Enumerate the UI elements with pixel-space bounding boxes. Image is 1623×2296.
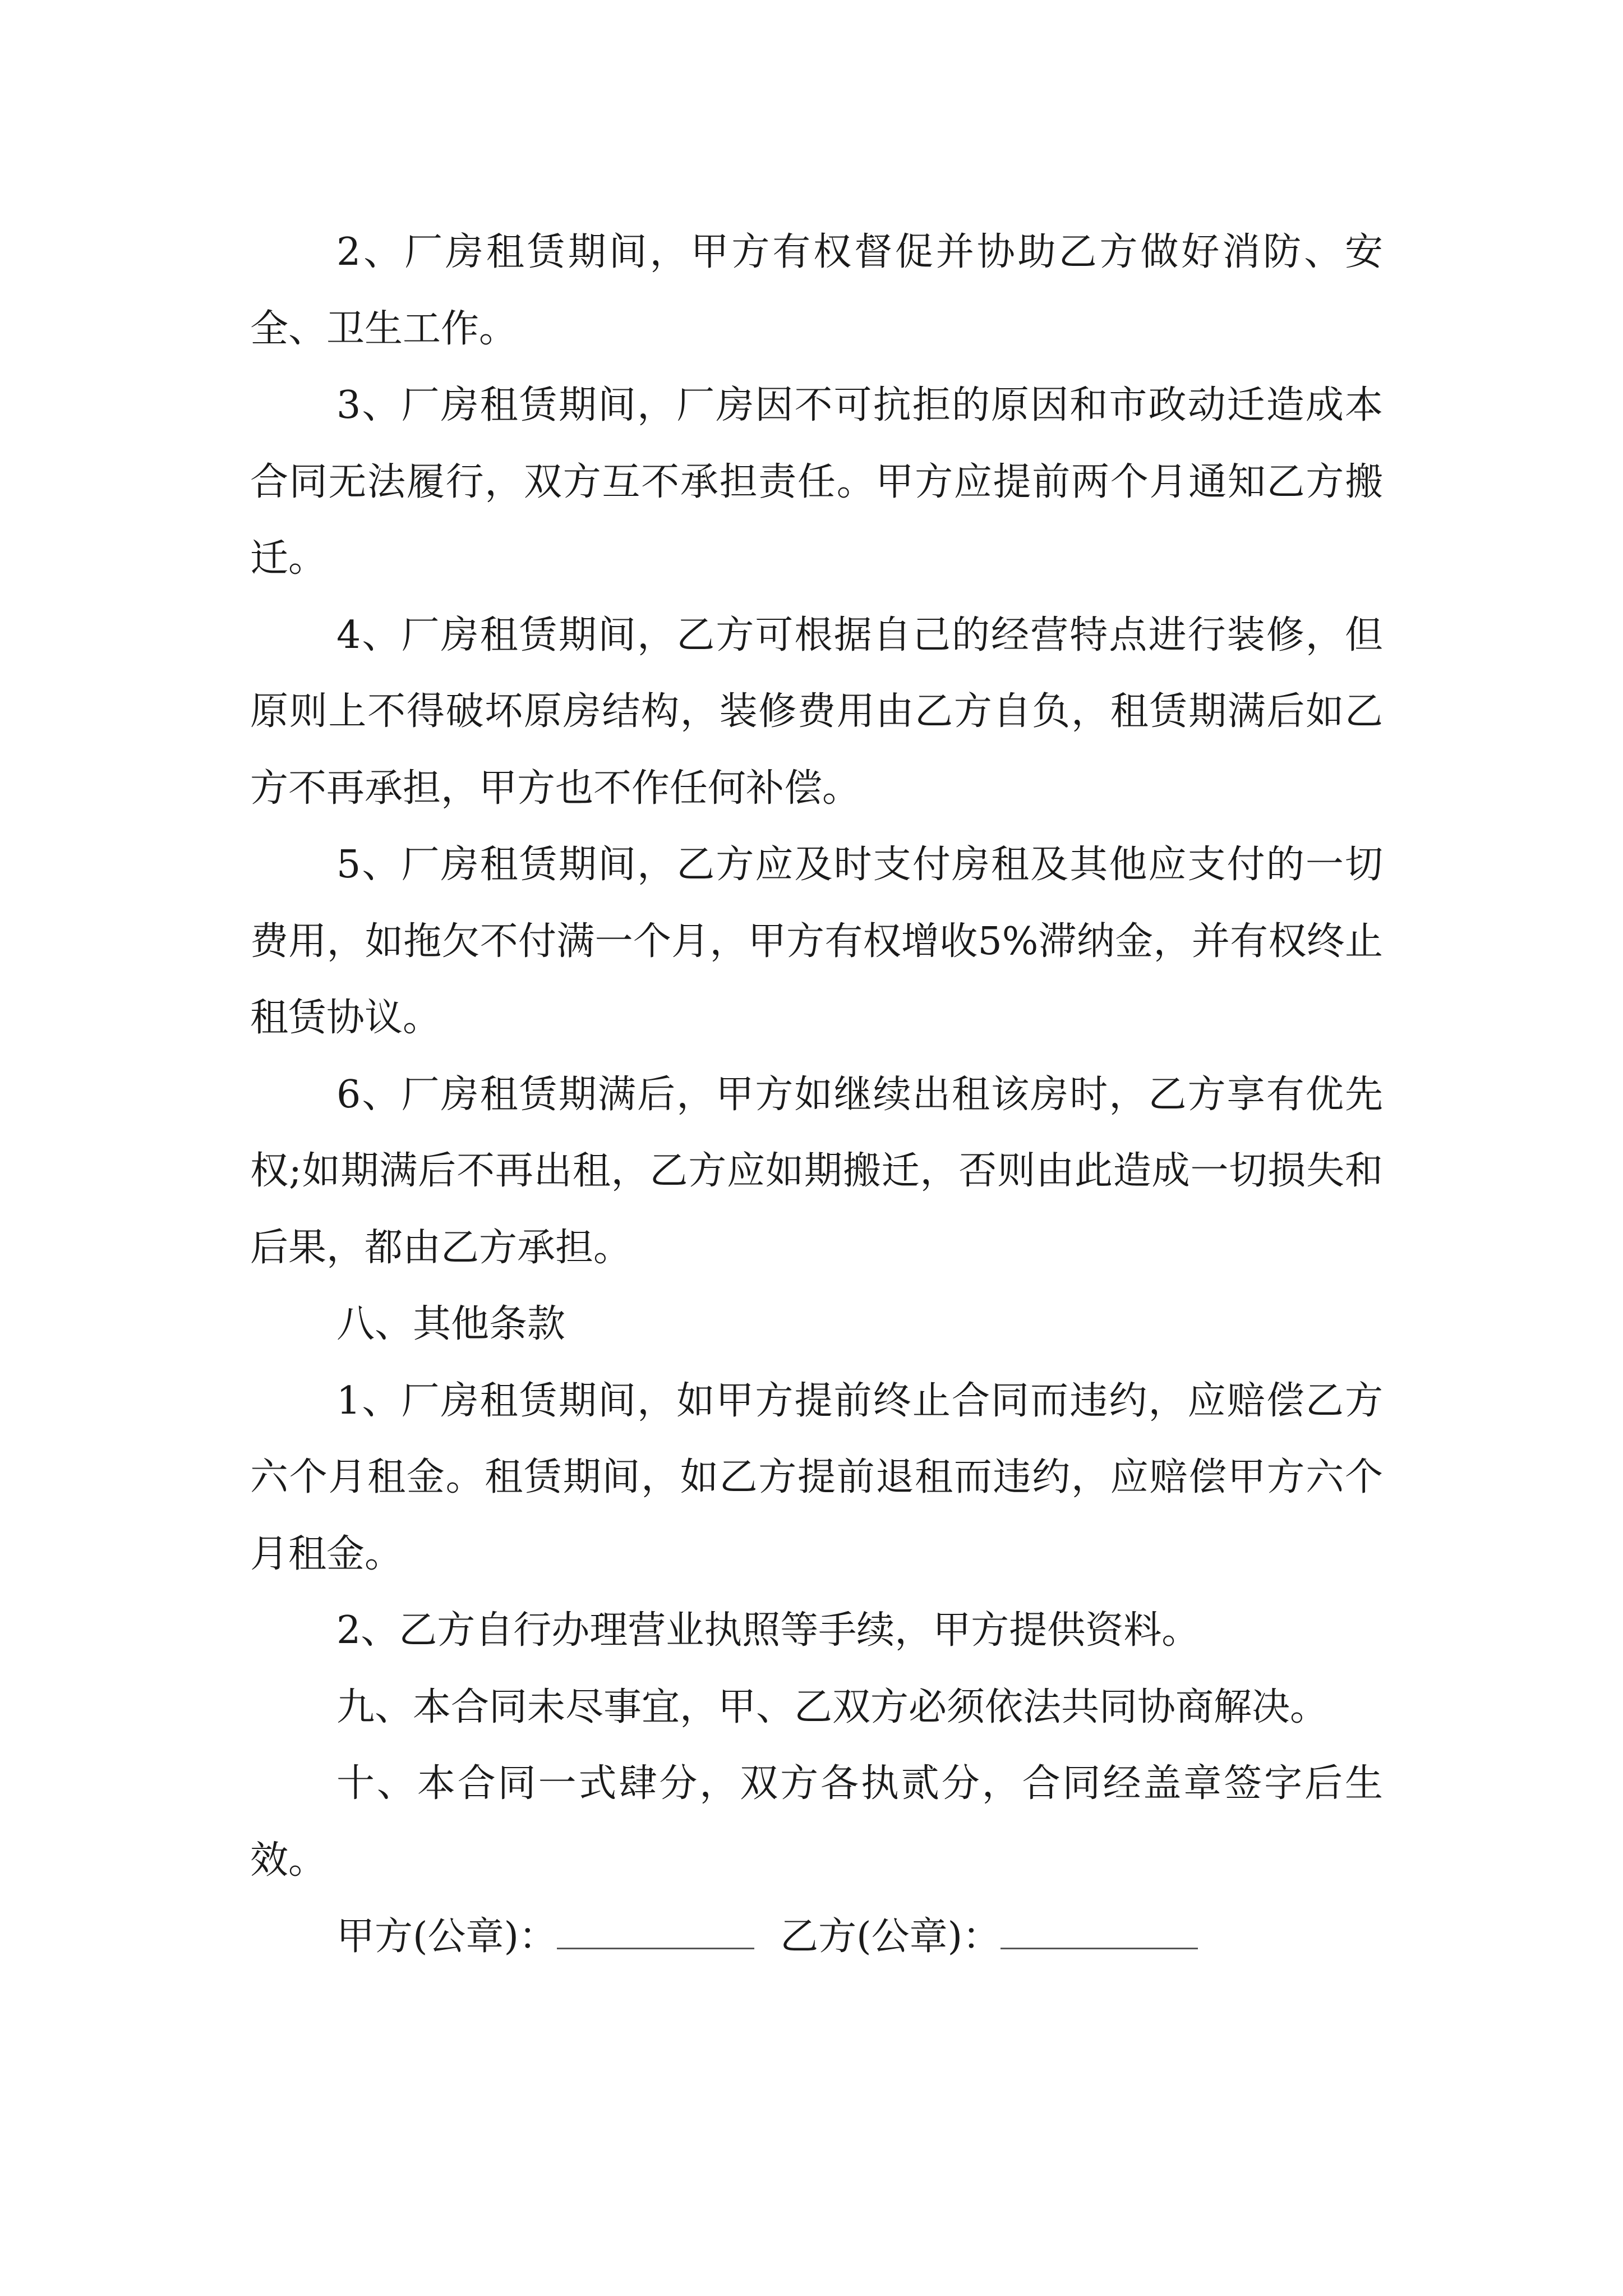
clause-7-2: 2、厂房租赁期间，甲方有权督促并协助乙方做好消防、安全、卫生工作。 <box>250 230 1383 351</box>
clause-7-4: 4、厂房租赁期间，乙方可根据自己的经营特点进行装修，但原则上不得破坏原房结构，装修费用由乙方自负，租赁期满后如乙方不再承担，甲方也不作任何补偿。 <box>250 613 1383 811</box>
party-a-label: 甲方(公章)： <box>336 1915 557 1959</box>
section-8-heading: 八、其他条款 <box>336 1302 566 1346</box>
clause-7-6: 6、厂房租赁期满后，甲方如继续出租该房时，乙方享有优先权;如期满后不再出租，乙方应如期搬迁，否则由此造成一切损失和后果，都由乙方承担。 <box>250 1072 1383 1270</box>
clause-8-1: 1、厂房租赁期间，如甲方提前终止合同而违约，应赔偿乙方六个月租金。租赁期间，如乙方提前退租而违约，应赔偿甲方六个月租金。 <box>250 1378 1383 1576</box>
party-b-signature-blank <box>1000 1913 1198 1949</box>
clause-7-3: 3、厂房租赁期间，厂房因不可抗拒的原因和市政动迁造成本合同无法履行，双方互不承担责任。甲方应提前两个月通知乙方搬迁。 <box>250 383 1383 581</box>
section-10: 十、本合同一式肆分，双方各执贰分，合同经盖章签字后生效。 <box>250 1761 1383 1883</box>
party-a-signature-blank <box>557 1913 754 1949</box>
party-b-label: 乙方(公章)： <box>780 1915 1001 1959</box>
contract-body <box>250 214 1383 1976</box>
clause-8-2: 2、乙方自行办理营业执照等手续，甲方提供资料。 <box>336 1608 1200 1653</box>
section-9: 九、本合同未尽事宜，甲、乙双方必须依法共同协商解决。 <box>336 1685 1329 1729</box>
signature-line <box>250 1899 1383 1976</box>
clause-7-5: 5、厂房租赁期间，乙方应及时支付房租及其他应支付的一切费用，如拖欠不付满一个月，甲方有权增收5%滞纳金，并有权终止租赁协议。 <box>250 843 1383 1040</box>
